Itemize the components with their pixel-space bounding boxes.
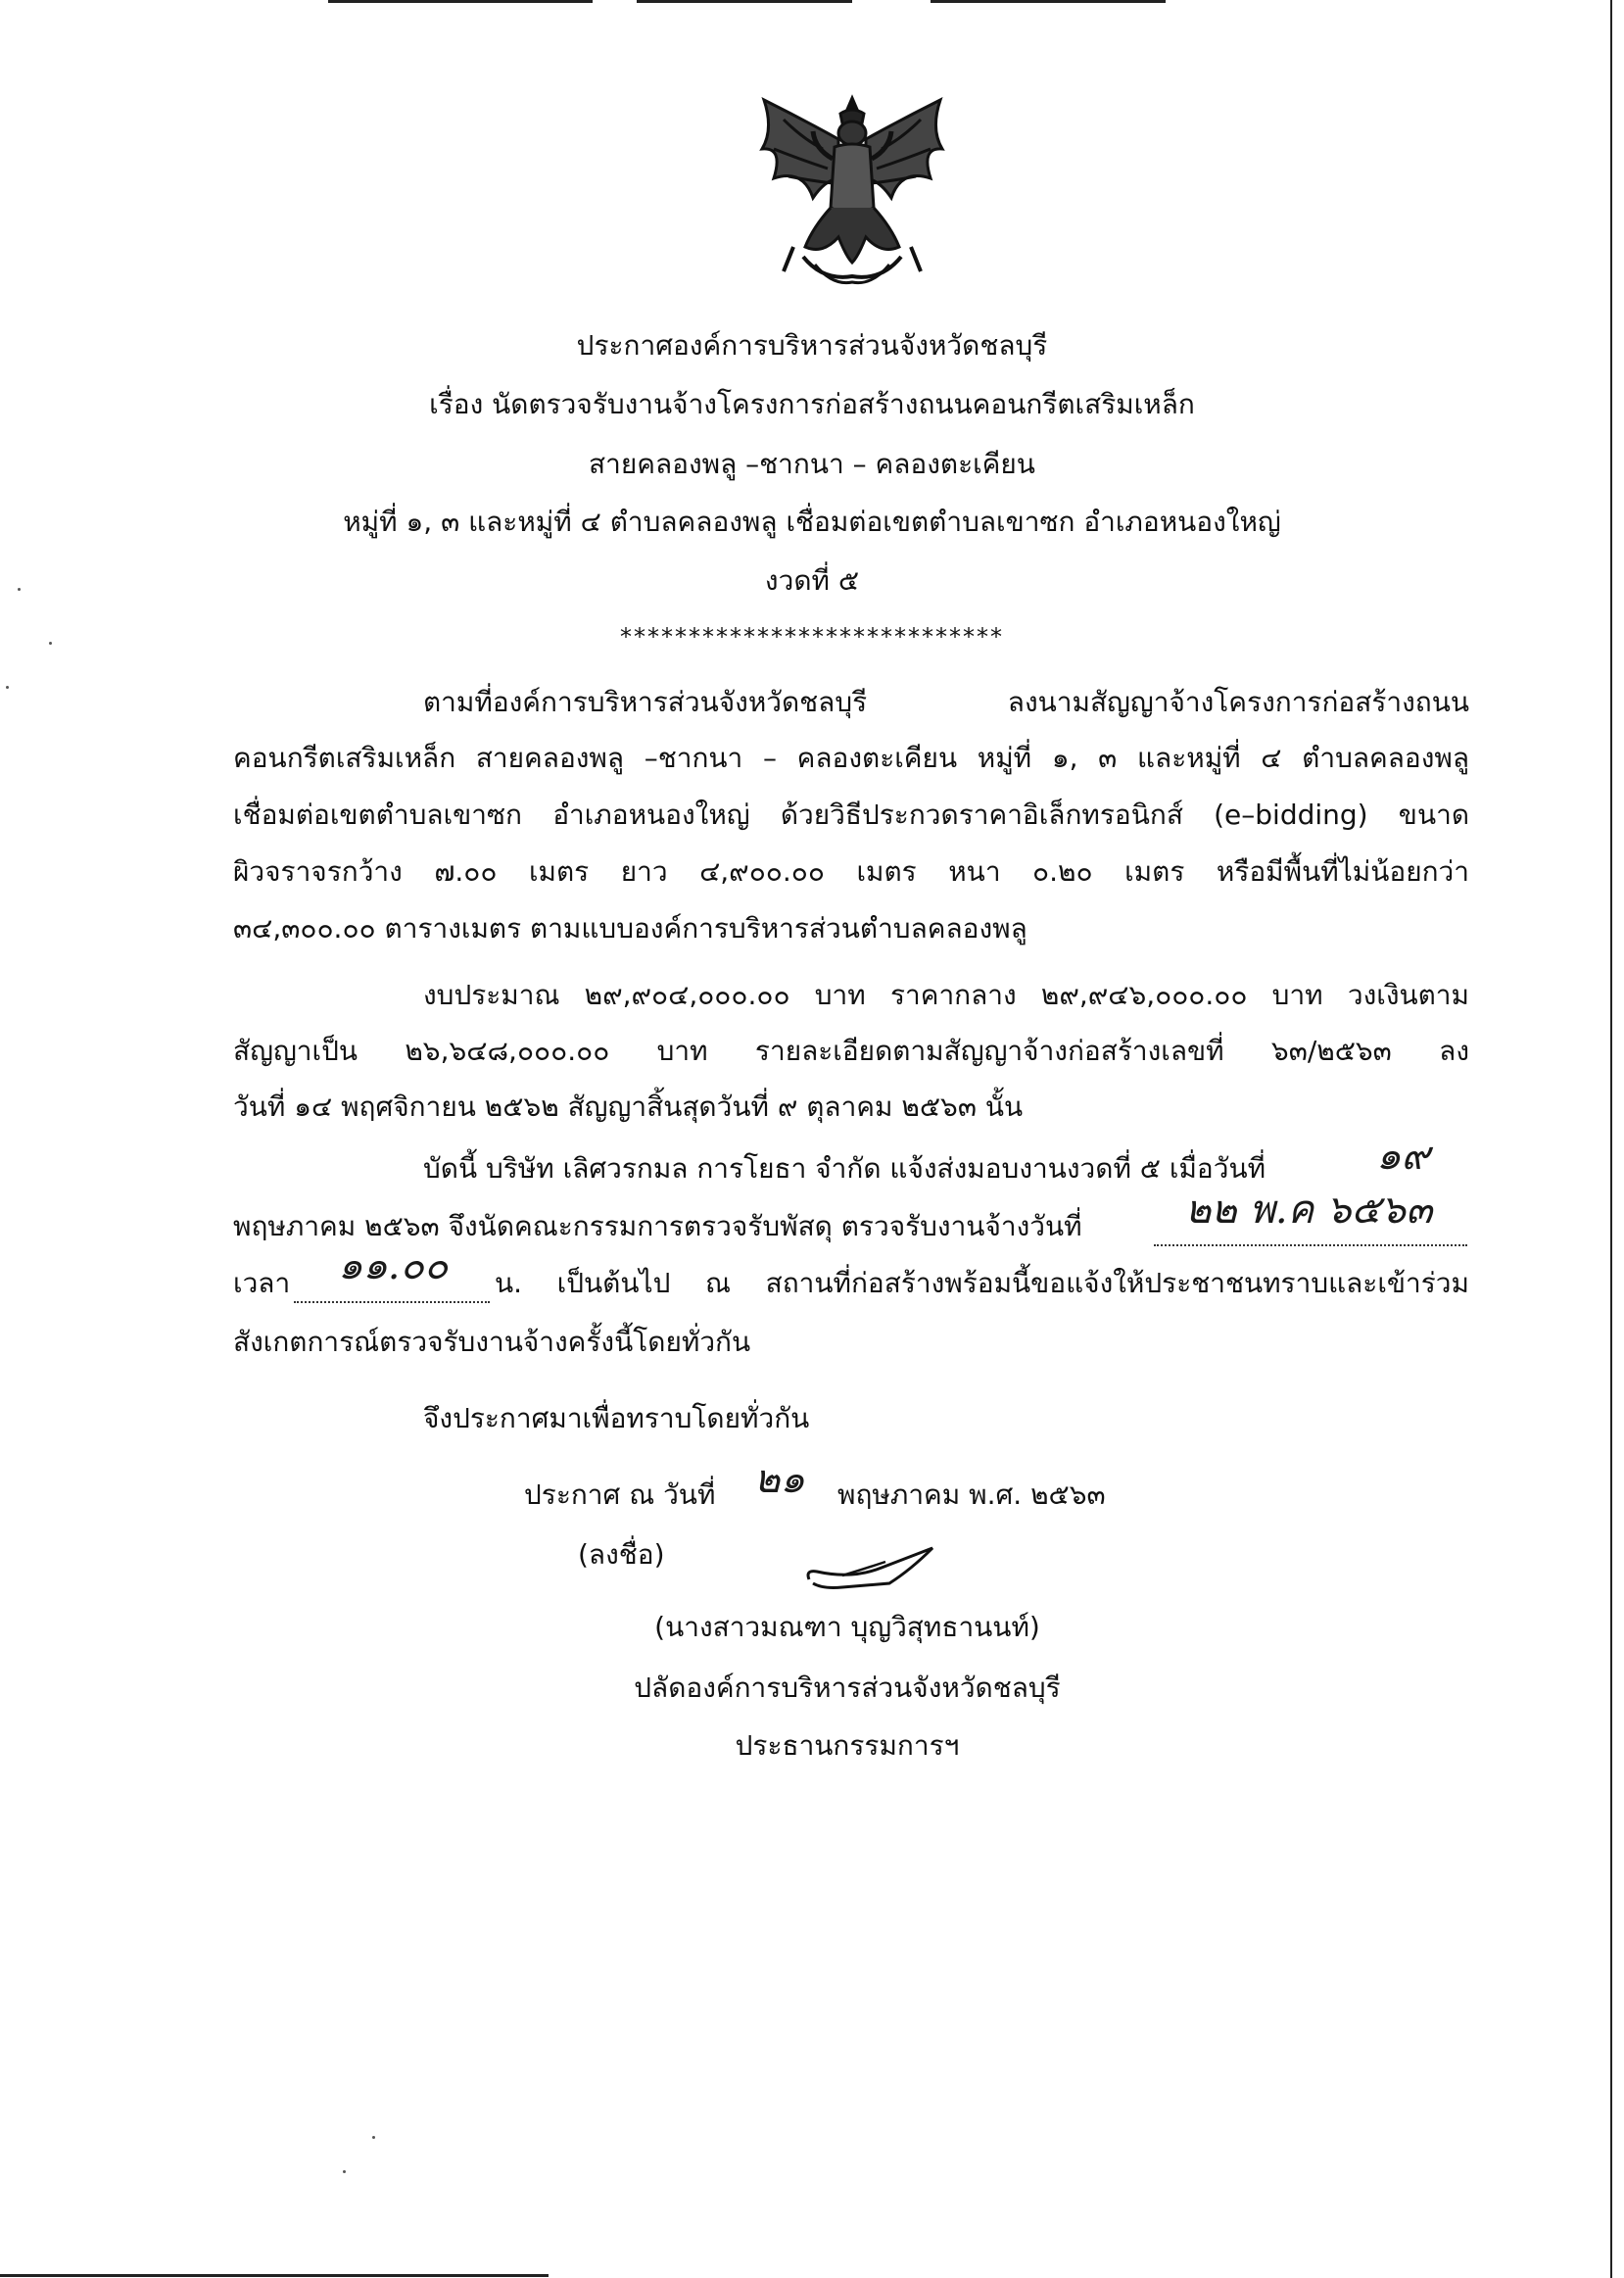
handwritten-inspection-time: ๑๑.๐๐: [338, 1243, 449, 1288]
header-location: หมู่ที่ ๑, ๓ และหมู่ที่ ๔ ตำบลคลองพลู เชื่อมต่อเขตตำบลเขาซก อำเภอหนองใหญ่: [343, 506, 1281, 538]
header-installment: งวดที่ ๕: [764, 564, 860, 597]
scan-edge-top-2: [637, 0, 852, 3]
handwritten-submit-day: ๑๙: [1376, 1134, 1430, 1179]
signatory-position: ปลัดองค์การบริหารส่วนจังหวัดชลบุรี: [634, 1672, 1061, 1704]
paragraph-2-line: งบประมาณ ๒๙,๙๐๔,๐๐๐.๐๐ บาท ราคากลาง ๒๙,๙๔๖,๐๐๐.๐๐ บาท วงเงินตาม: [423, 979, 1469, 1011]
scan-edge-top-3: [931, 0, 1166, 3]
paragraph-3-line: [233, 1264, 290, 1303]
paragraph-1-line: ผิวจราจรกว้าง ๗.๐๐ เมตร ยาว ๔,๙๐๐.๐๐ เมตร หนา ๐.๒๐ เมตร หรือมีพื้นที่ไม่น้อยกว่า: [233, 855, 1469, 888]
paragraph-3-line: น. เป็นต้นไป ณ สถานที่ก่อสร้างพร้อมนี้ขอแจ้งให้ประชาชนทราบและเข้าร่วม: [495, 1267, 1469, 1299]
paragraph-3-text: พฤษภาคม ๒๕๖๓ จึงนัดคณะกรรมการตรวจรับพัสดุ ตรวจรับงานจ้างวันที่: [233, 1210, 1082, 1242]
paragraph-1-line: ๓๔,๓๐๐.๐๐ ตารางเมตร ตามแบบองค์การบริหารส่วนตำบลคลองพลู: [233, 912, 1027, 945]
announce-date-prefix: ประกาศ ณ วันที่: [524, 1478, 716, 1511]
signature-label: (ลงชื่อ): [578, 1538, 665, 1571]
paragraph-2-line: สัญญาเป็น ๒๖,๖๔๘,๐๐๐.๐๐ บาท รายละเอียดตามสัญญาจ้างก่อสร้างเลขที่ ๖๓/๒๕๖๓ ลง: [233, 1035, 1469, 1067]
handwritten-announce-day: ๒๑: [754, 1457, 805, 1502]
paragraph-1-line: ตามที่องค์การบริหารส่วนจังหวัดชลบุรี ลงนามสัญญาจ้างโครงการก่อสร้างถนน: [423, 686, 1469, 718]
announce-date-suffix: พฤษภาคม พ.ศ. ๒๕๖๓: [837, 1478, 1106, 1511]
garuda-emblem-icon: [744, 90, 960, 286]
time-label: เวลา: [233, 1267, 291, 1299]
paragraph-3-line: [233, 1207, 1082, 1246]
paragraph-3-line: สังเกตการณ์ตรวจรับงานจ้างครั้งนี้โดยทั่วกัน: [233, 1326, 751, 1358]
header-route: สายคลองพลู –ชากนา – คลองตะเคียน: [589, 448, 1035, 480]
paragraph-2-line: วันที่ ๑๔ พฤศจิกายน ๒๕๖๒ สัญญาสิ้นสุดวันที่ ๙ ตุลาคม ๒๕๖๓ นั้น: [233, 1091, 1024, 1123]
scan-speck: [6, 686, 9, 689]
scan-speck: [343, 2170, 346, 2173]
scan-speck: [372, 2136, 375, 2139]
handwritten-inspection-date: ๒๒ พ.ค ๖๕๖๓: [1185, 1187, 1433, 1233]
paragraph-1-line: คอนกรีตเสริมเหล็ก สายคลองพลู –ชากนา – คลองตะเคียน หมู่ที่ ๑, ๓ และหมู่ที่ ๔ ตำบลคลองพลู: [233, 742, 1469, 774]
paragraph-1-line: เชื่อมต่อเขตตำบลเขาซก อำเภอหนองใหญ่ ด้วยวิธีประกวดราคาอิเล็กทรอนิกส์ (e–bidding) ขนาด: [233, 799, 1469, 831]
closing-statement: จึงประกาศมาเพื่อทราบโดยทั่วกัน: [423, 1402, 810, 1434]
scan-edge-top-1: [328, 0, 593, 3]
paragraph-3-line: [423, 1149, 1266, 1188]
signatory-name: (นางสาวมณฑา บุญวิสุทธานนท์): [654, 1611, 1040, 1643]
signatory-role: ประธานกรรมการฯ: [735, 1729, 960, 1762]
header-title: ประกาศองค์การบริหารส่วนจังหวัดชลบุรี: [576, 329, 1048, 362]
header-divider-stars: ****************************: [620, 623, 1004, 651]
scan-edge-bottom: [0, 2274, 549, 2277]
signature-icon: [803, 1540, 940, 1599]
paragraph-3-text: บัดนี้ บริษัท เลิศวรกมล การโยธา จำกัด แจ้งส่งมอบงานงวดที่ ๕ เมื่อวันที่: [423, 1152, 1266, 1185]
header-subject: เรื่อง นัดตรวจรับงานจ้างโครงการก่อสร้างถนนคอนกรีตเสริมเหล็ก: [429, 388, 1195, 420]
